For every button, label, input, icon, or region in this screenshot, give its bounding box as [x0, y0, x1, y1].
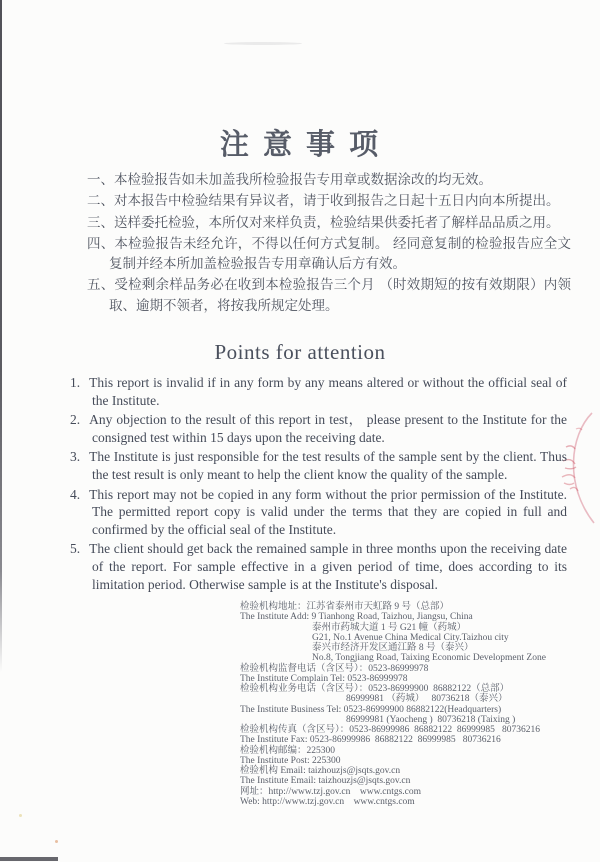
scan-smudge: [224, 42, 302, 45]
item-text: Any objection to the result of this report in test， please present to the Institute for the consigned test within 15 days upon the receiving date.: [89, 412, 567, 445]
cn-title: 注 意 事 项: [219, 127, 381, 161]
footer-line-fax-en: The Institute Fax: 0523-86999986 86882122 86999985 80736216: [240, 735, 501, 746]
item-number: 四、: [87, 235, 115, 252]
item-text: This report is invalid if in any form by any means altered or without the official seal of the Institute.: [89, 375, 567, 408]
item-number: 一、: [87, 172, 114, 188]
footer-line-address2-en: G21, No.1 Avenue China Medical City.Taizhou city: [312, 632, 509, 643]
en-notice-item: [70, 448, 567, 483]
footer-line-email-en: The Institute Email: taizhouzjs@jsqts.gov.cn: [240, 776, 411, 787]
item-number: 三、: [87, 214, 114, 231]
en-notice-item: [70, 411, 567, 446]
cn-notice-item: [87, 170, 571, 190]
footer-line-fax-cn: 检验机构传真（含区号）：0523-86999986 86882122 86999985 80736216: [240, 725, 541, 735]
scan-speck: [19, 814, 22, 817]
scan-speck: [55, 840, 58, 843]
item-number: 1.: [70, 375, 81, 390]
item-number: 5.: [70, 541, 81, 557]
cn-notice-item: [87, 234, 571, 275]
en-notice-item: [70, 486, 567, 539]
item-number: 4.: [70, 486, 81, 502]
institute-contact-block: [240, 602, 600, 807]
footer-line-business-tel-en2: 86999981 (Yaocheng ) 80736218 (Taixing ): [346, 714, 516, 725]
item-text: 受检剩余样品务必在收到本检验报告三个月 （时效期短的按有效期限）内领取、逾期不领者，将按我所规定处理。: [109, 277, 572, 314]
item-text: 对本报告中检验结果有异议者，请于收到报告之日起十五日内向本所提出。: [114, 193, 560, 210]
footer-line-address3-cn: 泰兴市经济开发区通江路 8 号（泰兴）: [312, 643, 474, 653]
item-number: 3.: [70, 449, 81, 465]
footer-line-post-en: The Institute Post: 225300: [240, 755, 341, 766]
footer-line-business-tel-cn2: 86999981 （药城） 80736218（泰兴）: [346, 694, 508, 705]
cn-notice-item: [87, 191, 571, 211]
en-title: Points for attention: [214, 340, 386, 364]
footer-line-business-tel-cn: 检验机构业务电话（含区号）：0523-86999900 86882122（总部）: [240, 684, 510, 694]
cn-notice-list: [87, 170, 571, 317]
en-notice-list: [70, 374, 567, 595]
scan-edge-line: [0, 0, 2, 672]
footer-line-business-tel-en: The Institute Business Tel: 0523-86999900 86882122(Headquarters): [240, 704, 502, 715]
item-text: 本检验报告未经允许，不得以任何方式复制。 经同意复制的检验报告应全文复制并经本所加盖检验报告专用章确认后方有效。: [109, 235, 572, 273]
footer-line-complain-tel-en: The Institute Complain Tel: 0523-86999978: [240, 673, 408, 684]
footer-line-web-en: Web: http://www.tzj.gov.cn www.cntgs.com: [240, 796, 415, 807]
cn-notice-item: [87, 275, 571, 316]
scan-corner-mark: [0, 857, 58, 861]
item-number: 二、: [87, 193, 114, 210]
footer-line-web-cn: 网址：http://www.tzj.gov.cn www.cntgs.com: [240, 786, 422, 797]
item-text: 本检验报告如未加盖我所检验报告专用章或数据涂改的均无效。: [114, 172, 492, 188]
item-number: 五、: [87, 277, 115, 294]
footer-line-email-cn: 检验机构 Email: taizhouzjs@jsqts.gov.cn: [240, 766, 401, 776]
item-text: This report may not be copied in any form without the prior permission of the Institute. The permitted report copy is valid under the terms that they are copied in full and confirmed by the official seal of the Institute.: [89, 486, 567, 537]
footer-line-complain-tel-cn: 检验机构监督电话（含区号）：0523-86999978: [240, 663, 429, 674]
item-number: 2.: [70, 412, 81, 428]
en-notice-item: [70, 374, 567, 409]
footer-line-post-cn: 检验机构邮编：225300: [240, 745, 336, 756]
cn-notice-item: [87, 213, 571, 233]
footer-line-address-en: The Institute Add: 9 Tianhong Road, Taizhou, Jiangsu, China: [240, 612, 473, 623]
footer-line-address3-en: No.8, Tongjiang Road, Taixing Economic Development Zone: [312, 653, 546, 664]
footer-line-address2-cn: 泰州市药城大道 1 号 G21 幢（药城）: [312, 622, 467, 633]
item-text: 送样委托检验，本所仅对来样负责，检验结果供委托者了解样品品质之用。: [114, 214, 560, 231]
footer-line-address-cn: 检验机构地址：江苏省泰州市天虹路 9 号（总部）: [240, 602, 450, 612]
item-text: The Institute is just responsible for the test results of the sample sent by the client. Thus the test result is only meant to help the client know the quality of the sample.: [89, 449, 567, 482]
item-text: The client should get back the remained sample in three months upon the receiving date of the report. For sample effective in a given period of time, does according to its limitation period. Otherwise sample is at the Institute's disposal.: [89, 541, 567, 592]
en-notice-item: [70, 540, 567, 593]
